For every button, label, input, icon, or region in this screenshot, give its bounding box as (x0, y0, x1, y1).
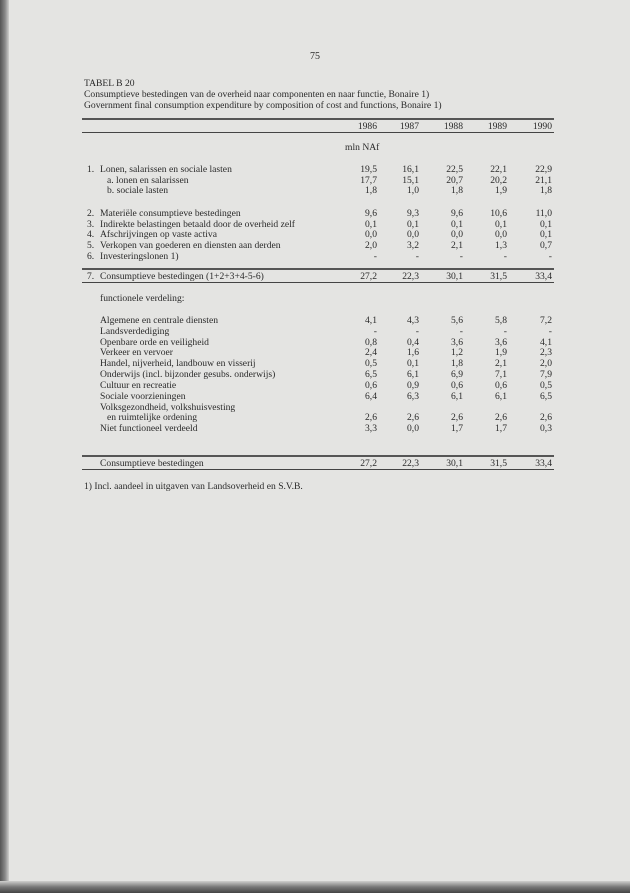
cell-value-1988: 5,6 (451, 315, 463, 326)
cell-value-1989: 1,7 (495, 423, 507, 434)
cell-value-1988: 0,0 (451, 229, 463, 240)
row-label: a. lonen en salarissen (107, 175, 189, 186)
row-label: Verkeer en vervoer (100, 347, 173, 358)
table-row (82, 423, 554, 434)
table-row (82, 229, 554, 240)
row-label: Landsverdediging (100, 326, 170, 337)
cell-value-1987: 22,3 (402, 458, 419, 469)
row-label: Afschrijvingen op vaste activa (100, 229, 217, 240)
cell-value-1990: 6,5 (540, 391, 552, 402)
cell-value-1990: 2,6 (540, 412, 552, 423)
cell-value-1986: 0,5 (365, 358, 377, 369)
cell-value-1986: 0,8 (365, 337, 377, 348)
row-label: Sociale voorzieningen (100, 391, 186, 402)
cell-value-1986: 6,4 (365, 391, 377, 402)
cell-value-1986: 2,4 (365, 347, 377, 358)
cell-value-1990: 0,3 (540, 423, 552, 434)
cell-value-1990: 1,8 (540, 185, 552, 196)
cell-value-1987: 16,1 (402, 164, 419, 175)
scan-left-edge (0, 0, 9, 893)
row-label: b. sociale lasten (107, 185, 169, 196)
cell-value-1989: 0,6 (495, 380, 507, 391)
cell-value-1988: 1,8 (451, 185, 463, 196)
row-label: Openbare orde en veiligheid (100, 337, 209, 348)
cell-value-1990: 4,1 (540, 337, 552, 348)
cell-value-1988: - (459, 326, 463, 337)
cell-value-1988: 3,6 (451, 337, 463, 348)
cell-value-1987: 6,1 (407, 369, 419, 380)
total-bottom-rule (82, 469, 554, 470)
table-row (82, 326, 554, 337)
row-label: en ruimtelijke ordening (107, 412, 198, 423)
cell-value-1986: 0,1 (365, 219, 377, 230)
table-row (82, 315, 554, 326)
row-label: Algemene en centrale diensten (100, 315, 219, 326)
total-row (82, 458, 554, 469)
cell-value-1990: 33,4 (535, 458, 552, 469)
total-bottom-rule (82, 282, 554, 283)
cell-value-1986: 19,5 (360, 164, 377, 175)
cell-value-1988: 1,2 (451, 347, 463, 358)
cell-value-1988: 30,1 (446, 271, 463, 282)
table-title-en: Government final consumption expenditure by composition of cost and functions, Bonaire 1) (84, 100, 442, 111)
cell-value-1990: 7,2 (540, 315, 552, 326)
cell-value-1990: 7,9 (540, 369, 552, 380)
cell-value-1986: 2,6 (365, 412, 377, 423)
cell-value-1988: 9,6 (451, 208, 463, 219)
cell-value-1990: 0,1 (540, 229, 552, 240)
cell-value-1990: 33,4 (535, 271, 552, 282)
row-label: Lonen, salarissen en sociale lasten (100, 164, 232, 175)
table-row (82, 240, 554, 251)
cell-value-1986: 0,6 (365, 380, 377, 391)
cell-value-1986: 0,0 (365, 229, 377, 240)
cell-value-1988: 22,5 (446, 164, 463, 175)
row-label: Verkopen van goederen en diensten aan derden (100, 240, 281, 251)
cell-value-1986: 2,0 (365, 240, 377, 251)
cell-value-1990: 0,5 (540, 380, 552, 391)
cell-value-1989: - (503, 251, 507, 262)
cell-value-1989: 2,1 (495, 358, 507, 369)
cell-value-1987: 1,6 (407, 347, 419, 358)
table-title-nl: Consumptieve bestedingen van de overheid naar componenten en naar functie, Bonaire 1) (84, 89, 430, 100)
cell-value-1988: 2,1 (451, 240, 463, 251)
cell-value-1986: 4,1 (365, 315, 377, 326)
cell-value-1987: 1,0 (407, 185, 419, 196)
row-label: Niet functioneel verdeeld (100, 423, 198, 434)
table-row (82, 391, 554, 402)
row-label: Materiële consumptieve bestedingen (100, 208, 241, 219)
cell-value-1989: - (503, 326, 507, 337)
cell-value-1989: 1,9 (495, 347, 507, 358)
cell-value-1986: 27,2 (360, 271, 377, 282)
total-row (82, 271, 554, 282)
cell-value-1987: 6,3 (407, 391, 419, 402)
year-header: 1990 (532, 121, 552, 132)
scan-bottom-edge (0, 881, 630, 893)
cell-value-1988: 6,1 (451, 391, 463, 402)
cell-value-1990: - (548, 251, 552, 262)
cell-value-1987: - (415, 326, 419, 337)
year-header: 1989 (487, 121, 507, 132)
cell-value-1988: 0,6 (451, 380, 463, 391)
cell-value-1987: 0,1 (407, 358, 419, 369)
cell-value-1990: 0,7 (540, 240, 552, 251)
total-top-rule (82, 268, 554, 270)
table-id: TABEL B 20 (84, 78, 135, 89)
row-number: 4. (87, 229, 95, 240)
cell-value-1988: 2,6 (451, 412, 463, 423)
cell-value-1987: 4,3 (407, 315, 419, 326)
table-row (82, 208, 554, 219)
cell-value-1987: 3,2 (407, 240, 419, 251)
cell-value-1987: 0,1 (407, 219, 419, 230)
cell-value-1986: 27,2 (360, 458, 377, 469)
footnote: 1) Incl. aandeel in uitgaven van Landsoverheid en S.V.B. (84, 481, 303, 492)
cell-value-1987: 15,1 (402, 175, 419, 186)
cell-value-1987: 0,0 (407, 229, 419, 240)
cell-value-1990: 0,1 (540, 219, 552, 230)
unit-label: mln NAf (345, 142, 380, 153)
cell-value-1987: 22,3 (402, 271, 419, 282)
page-number: 75 (310, 51, 320, 62)
cell-value-1986: 1,8 (365, 185, 377, 196)
year-header: 1987 (399, 121, 419, 132)
table-row (82, 293, 554, 304)
cell-value-1989: 10,6 (490, 208, 507, 219)
row-label: Indirekte belastingen betaald door de overheid zelf (100, 219, 295, 230)
row-number: 5. (87, 240, 95, 251)
cell-value-1988: 0,1 (451, 219, 463, 230)
cell-value-1987: - (415, 251, 419, 262)
cell-value-1989: 1,9 (495, 185, 507, 196)
cell-value-1989: 2,6 (495, 412, 507, 423)
cell-value-1986: 3,3 (365, 423, 377, 434)
table-row (82, 358, 554, 369)
cell-value-1986: 6,5 (365, 369, 377, 380)
cell-value-1988: - (459, 251, 463, 262)
table-row (82, 412, 554, 423)
row-number: 1. (87, 164, 95, 175)
cell-value-1990: 2,0 (540, 358, 552, 369)
cell-value-1990: 2,3 (540, 347, 552, 358)
row-label: Onderwijs (incl. bijzonder gesubs. onderwijs) (100, 369, 276, 380)
cell-value-1989: 31,5 (490, 271, 507, 282)
cell-value-1988: 1,8 (451, 358, 463, 369)
table-row (82, 369, 554, 380)
cell-value-1990: - (548, 326, 552, 337)
year-header: 1986 (357, 121, 377, 132)
row-label: Handel, nijverheid, landbouw en visserij (100, 358, 256, 369)
total-top-rule (82, 455, 554, 457)
table-row (82, 251, 554, 262)
row-number: 7. (87, 271, 95, 282)
cell-value-1987: 0,9 (407, 380, 419, 391)
cell-value-1989: 20,2 (490, 175, 507, 186)
cell-value-1988: 1,7 (451, 423, 463, 434)
cell-value-1986: - (373, 326, 377, 337)
table-row (82, 380, 554, 391)
cell-value-1989: 3,6 (495, 337, 507, 348)
row-number: 3. (87, 219, 95, 230)
row-label: Consumptieve bestedingen (1+2+3+4-5-6) (100, 271, 264, 282)
cell-value-1986: 17,7 (360, 175, 377, 186)
cell-value-1987: 9,3 (407, 208, 419, 219)
table-row (82, 185, 554, 196)
table-row (82, 164, 554, 175)
year-header-row (82, 121, 554, 132)
row-label: functionele verdeling: (100, 293, 185, 304)
cell-value-1988: 6,9 (451, 369, 463, 380)
header-rule (82, 132, 554, 133)
cell-value-1990: 22,9 (535, 164, 552, 175)
row-label: Volksgezondheid, volkshuisvesting (100, 402, 236, 413)
cell-value-1988: 20,7 (446, 175, 463, 186)
cell-value-1987: 2,6 (407, 412, 419, 423)
cell-value-1989: 22,1 (490, 164, 507, 175)
cell-value-1989: 7,1 (495, 369, 507, 380)
cell-value-1986: - (373, 251, 377, 262)
cell-value-1987: 0,0 (407, 423, 419, 434)
cell-value-1990: 11,0 (535, 208, 552, 219)
row-label: Cultuur en recreatie (100, 380, 177, 391)
cell-value-1989: 5,8 (495, 315, 507, 326)
cell-value-1989: 1,3 (495, 240, 507, 251)
table-row (82, 347, 554, 358)
row-label: Consumptieve bestedingen (100, 458, 204, 469)
cell-value-1987: 0,4 (407, 337, 419, 348)
row-number: 2. (87, 208, 95, 219)
cell-value-1989: 0,1 (495, 219, 507, 230)
cell-value-1989: 31,5 (490, 458, 507, 469)
row-number: 6. (87, 251, 95, 262)
year-header: 1988 (443, 121, 463, 132)
cell-value-1989: 0,0 (495, 229, 507, 240)
row-label: Investeringslonen 1) (100, 251, 179, 262)
cell-value-1988: 30,1 (446, 458, 463, 469)
cell-value-1986: 9,6 (365, 208, 377, 219)
top-rule (82, 118, 554, 120)
cell-value-1989: 6,1 (495, 391, 507, 402)
cell-value-1990: 21,1 (535, 175, 552, 186)
